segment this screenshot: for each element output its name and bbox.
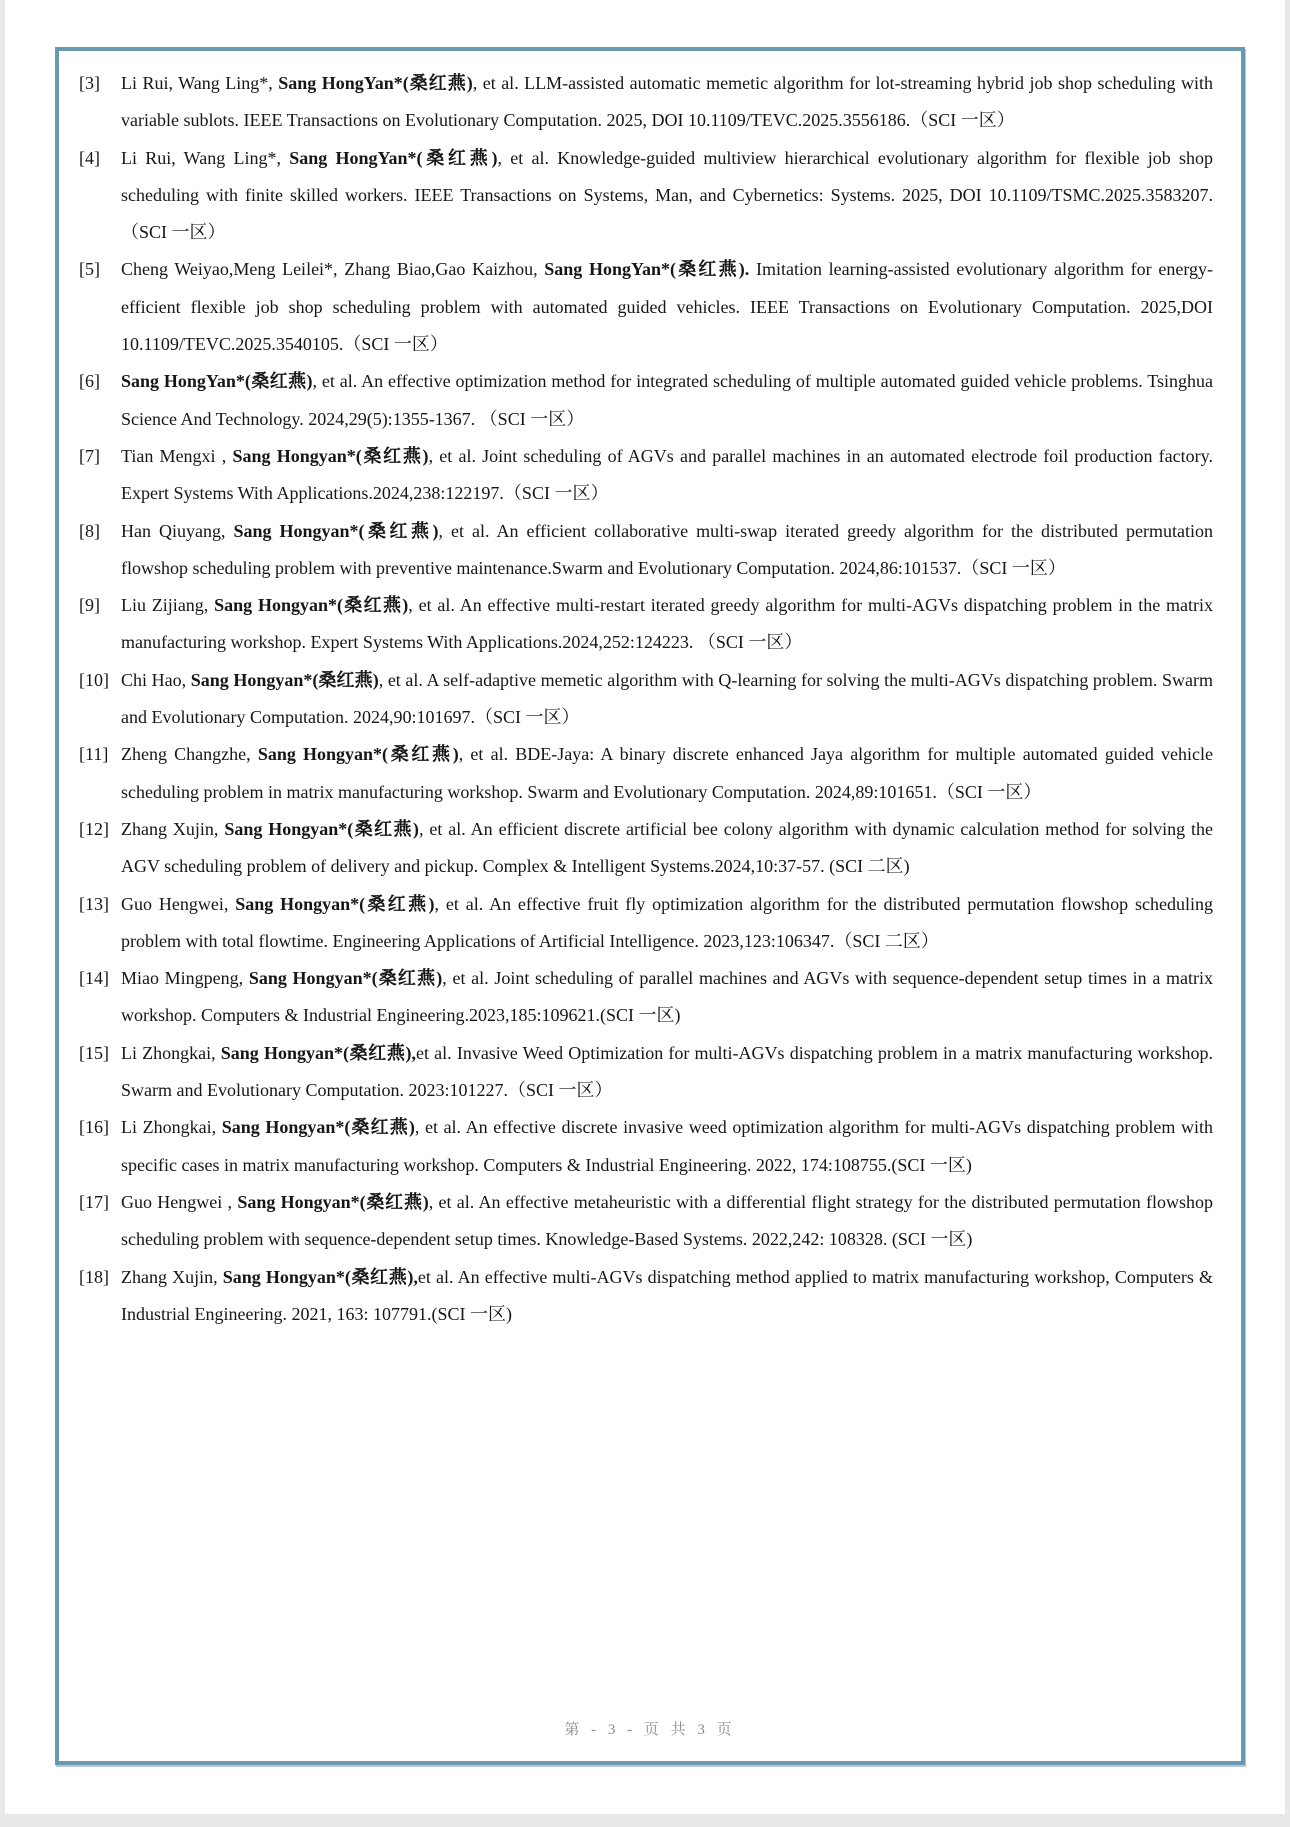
author-name-bold: Sang Hongyan*(桑红燕) bbox=[190, 669, 379, 690]
reference-text bbox=[121, 65, 1213, 140]
reference-number: [6] bbox=[79, 371, 100, 392]
reference-text bbox=[121, 587, 1213, 662]
reference-text bbox=[121, 251, 1213, 363]
reference-text-segment: , et al. LLM-assisted automatic memetic algorithm for lot-streaming hybrid job shop scheduling with variable sublots. IEEE Transactions on Evolutionary Computation. 2025, DOI 10.1109/TEVC.2025.3556186.（SCI 一区） bbox=[121, 73, 1213, 131]
reference-text-segment: , et al. An effective metaheuristic with a differential flight strategy for the distributed permutation flowshop scheduling problem with sequence-dependent setup times. Knowledge-Based Systems. 2022,242: 108328. (SCI 一区) bbox=[121, 1191, 1213, 1250]
reference-text-segment: Li Rui, Wang Ling*, bbox=[121, 73, 279, 93]
reference-text-segment: Li Zhongkai, bbox=[121, 1042, 221, 1063]
reference-text-segment: et al. Invasive Weed Optimization for multi-AGVs dispatching problem in a matrix manufacturing workshop. Swarm and Evolutionary Computation. 2023:101227.（SCI 一区） bbox=[121, 1042, 1213, 1101]
reference-text bbox=[121, 438, 1213, 513]
author-name-bold: Sang HongYan*(桑红燕). bbox=[544, 259, 750, 280]
reference-text-segment: , et al. An effective discrete invasive weed optimization algorithm for multi-AGVs dispatching problem with specific cases in matrix manufacturing workshop. Computers & Industrial Engineering. 2022, 174:108755.(SCI 一区) bbox=[121, 1117, 1213, 1175]
author-name-bold: Sang Hongyan*(桑红燕) bbox=[233, 520, 439, 541]
reference-text-segment: Guo Hengwei, bbox=[121, 893, 236, 914]
reference-number: [16] bbox=[79, 1117, 109, 1138]
reference-text-segment: , et al. Joint scheduling of parallel machines and AGVs with sequence-dependent setup times in a matrix workshop. Computers & Industrial Engineering.2023,185:109621.(SCI 一区) bbox=[121, 968, 1213, 1026]
reference-item bbox=[79, 363, 1213, 438]
reference-item bbox=[79, 140, 1213, 252]
page-footer bbox=[59, 1718, 1241, 1739]
author-name-bold: Sang Hongyan*(桑红燕) bbox=[224, 818, 419, 839]
reference-item bbox=[79, 1184, 1213, 1259]
reference-text-segment: Miao Mingpeng, bbox=[121, 968, 249, 989]
reference-text-segment: Zhang Xujin, bbox=[121, 818, 225, 839]
reference-item bbox=[79, 736, 1213, 811]
reference-text-segment: , et al. An effective optimization method for integrated scheduling of multiple automated guided vehicle problems. Tsinghua Science And Technology. 2024,29(5):1355-1367. （SCI 一区） bbox=[121, 371, 1213, 429]
reference-text-segment: Li Rui, Wang Ling*, bbox=[121, 147, 290, 168]
author-name-bold: Sang Hongyan*(桑红燕), bbox=[222, 1266, 418, 1287]
author-name-bold: Sang HongYan*(桑红燕) bbox=[278, 73, 473, 93]
reference-text-segment: Zheng Changzhe, bbox=[121, 744, 258, 765]
reference-number: [7] bbox=[79, 445, 100, 466]
reference-text-segment: , et al. Joint scheduling of AGVs and parallel machines in an automated electrode foil production factory. Expert Systems With Applications.2024,238:122197.（SCI 一区） bbox=[121, 445, 1213, 504]
reference-text-segment: Imitation learning-assisted evolutionary algorithm for energy-efficient flexible job shop scheduling problem with automated guided vehicles. IEEE Transactions on Evolutionary Computation. 2025,DOI 10.1109/TEVC.2025.3540105.（SCI 一区） bbox=[121, 259, 1213, 355]
reference-text-segment: Han Qiuyang, bbox=[121, 520, 234, 541]
reference-text bbox=[121, 886, 1213, 961]
reference-number: [17] bbox=[79, 1191, 109, 1212]
reference-text-segment: Liu Zijiang, bbox=[121, 595, 215, 616]
author-name-bold: Sang Hongyan*(桑红燕), bbox=[220, 1042, 417, 1063]
reference-text-segment: , et al. A self-adaptive memetic algorithm with Q-learning for solving the multi-AGVs dispatching problem. Swarm and Evolutionary Computation. 2024,90:101697.（SCI 一区） bbox=[121, 669, 1213, 728]
reference-text-segment: Li Zhongkai, bbox=[121, 1117, 222, 1138]
reference-text-segment: Chi Hao, bbox=[121, 669, 191, 690]
author-name-bold: Sang Hongyan*(桑红燕) bbox=[257, 744, 459, 765]
references-list bbox=[59, 51, 1241, 1333]
author-name-bold: Sang Hongyan*(桑红燕) bbox=[221, 1117, 415, 1138]
reference-text bbox=[121, 960, 1213, 1035]
reference-text bbox=[121, 1109, 1213, 1184]
reference-number: [10] bbox=[79, 669, 109, 690]
reference-number: [13] bbox=[79, 893, 109, 914]
reference-item bbox=[79, 960, 1213, 1035]
reference-number: [3] bbox=[79, 73, 100, 93]
author-name-bold: Sang Hongyan*(桑红燕) bbox=[235, 893, 435, 914]
reference-text bbox=[121, 1184, 1213, 1259]
author-name-bold: Sang Hongyan*(桑红燕) bbox=[237, 1191, 429, 1212]
reference-text bbox=[121, 140, 1213, 252]
reference-text-segment: , et al. Knowledge-guided multiview hierarchical evolutionary algorithm for flexible job shop scheduling with finite skilled workers. IEEE Transactions on Systems, Man, and Cybernetics: Systems. 2025, DOI 10.1109/TSMC.2025.3583207.（SCI 一区） bbox=[121, 147, 1213, 243]
author-name-bold: Sang HongYan*(桑红燕) bbox=[289, 147, 498, 168]
reference-text-segment: Cheng Weiyao,Meng Leilei*, Zhang Biao,Gao Kaizhou, bbox=[121, 259, 545, 280]
page-border-frame bbox=[55, 47, 1245, 1765]
author-name-bold: Sang Hongyan*(桑红燕) bbox=[232, 445, 429, 466]
reference-text bbox=[121, 1035, 1213, 1110]
reference-text bbox=[121, 363, 1213, 438]
reference-item bbox=[79, 1259, 1213, 1334]
reference-number: [15] bbox=[79, 1042, 109, 1063]
reference-number: [8] bbox=[79, 520, 100, 541]
reference-text-segment: , et al. An efficient discrete artificial bee colony algorithm with dynamic calculation method for solving the AGV scheduling problem of delivery and pickup. Complex & Intelligent Systems.2024,10:37-57. (SCI 二区) bbox=[121, 818, 1213, 877]
reference-number: [9] bbox=[79, 595, 100, 616]
reference-number: [12] bbox=[79, 818, 109, 839]
reference-text-segment: et al. An effective multi-AGVs dispatching method applied to matrix manufacturing workshop, Computers & Industrial Engineering. 2021, 163: 107791.(SCI 一区) bbox=[121, 1266, 1213, 1324]
reference-text-segment: Tian Mengxi , bbox=[121, 445, 233, 466]
author-name-bold: Sang Hongyan*(桑红燕) bbox=[214, 595, 409, 616]
reference-text bbox=[121, 662, 1213, 737]
reference-number: [4] bbox=[79, 147, 100, 168]
reference-text bbox=[121, 736, 1213, 811]
page-number-text: 第 - 3 - 页 共 3 页 bbox=[564, 1722, 736, 1738]
reference-item bbox=[79, 438, 1213, 513]
reference-number: [18] bbox=[79, 1266, 109, 1287]
reference-text-segment: , et al. An effective multi-restart iterated greedy algorithm for multi-AGVs dispatching problem in the matrix manufacturing workshop. Expert Systems With Applications.2024,252:124223. （SCI 一区） bbox=[121, 595, 1213, 653]
reference-text bbox=[121, 1259, 1213, 1334]
reference-text-segment: , et al. An effective fruit fly optimization algorithm for the distributed permutation flowshop scheduling problem with total flowtime. Engineering Applications of Artificial Intelligence. 2023,123:106347.（SCI 二区） bbox=[121, 893, 1213, 951]
reference-text-segment: , et al. BDE-Jaya: A binary discrete enhanced Jaya algorithm for multiple automated guided vehicle scheduling problem in matrix manufacturing workshop. Swarm and Evolutionary Computation. 2024,89:101651.（SCI 一区） bbox=[121, 744, 1213, 802]
reference-number: [11] bbox=[79, 744, 109, 765]
reference-item bbox=[79, 886, 1213, 961]
document-page bbox=[5, 0, 1285, 1814]
reference-text bbox=[121, 513, 1213, 588]
reference-number: [5] bbox=[79, 259, 100, 280]
reference-item bbox=[79, 1035, 1213, 1110]
reference-item bbox=[79, 251, 1213, 363]
reference-number: [14] bbox=[79, 968, 109, 989]
reference-item bbox=[79, 587, 1213, 662]
reference-text-segment: Zhang Xujin, bbox=[121, 1266, 223, 1287]
reference-item bbox=[79, 662, 1213, 737]
reference-item bbox=[79, 65, 1213, 140]
reference-item bbox=[79, 1109, 1213, 1184]
author-name-bold: Sang HongYan*(桑红燕) bbox=[121, 371, 313, 392]
reference-text bbox=[121, 811, 1213, 886]
reference-item bbox=[79, 811, 1213, 886]
reference-text-segment: Guo Hengwei , bbox=[121, 1191, 238, 1212]
reference-item bbox=[79, 513, 1213, 588]
author-name-bold: Sang Hongyan*(桑红燕) bbox=[248, 968, 443, 989]
reference-text-segment: , et al. An efficient collaborative multi-swap iterated greedy algorithm for the distributed permutation flowshop scheduling problem with preventive maintenance.Swarm and Evolutionary Computation. 2024,86:101537.（SCI 一区） bbox=[121, 520, 1213, 578]
